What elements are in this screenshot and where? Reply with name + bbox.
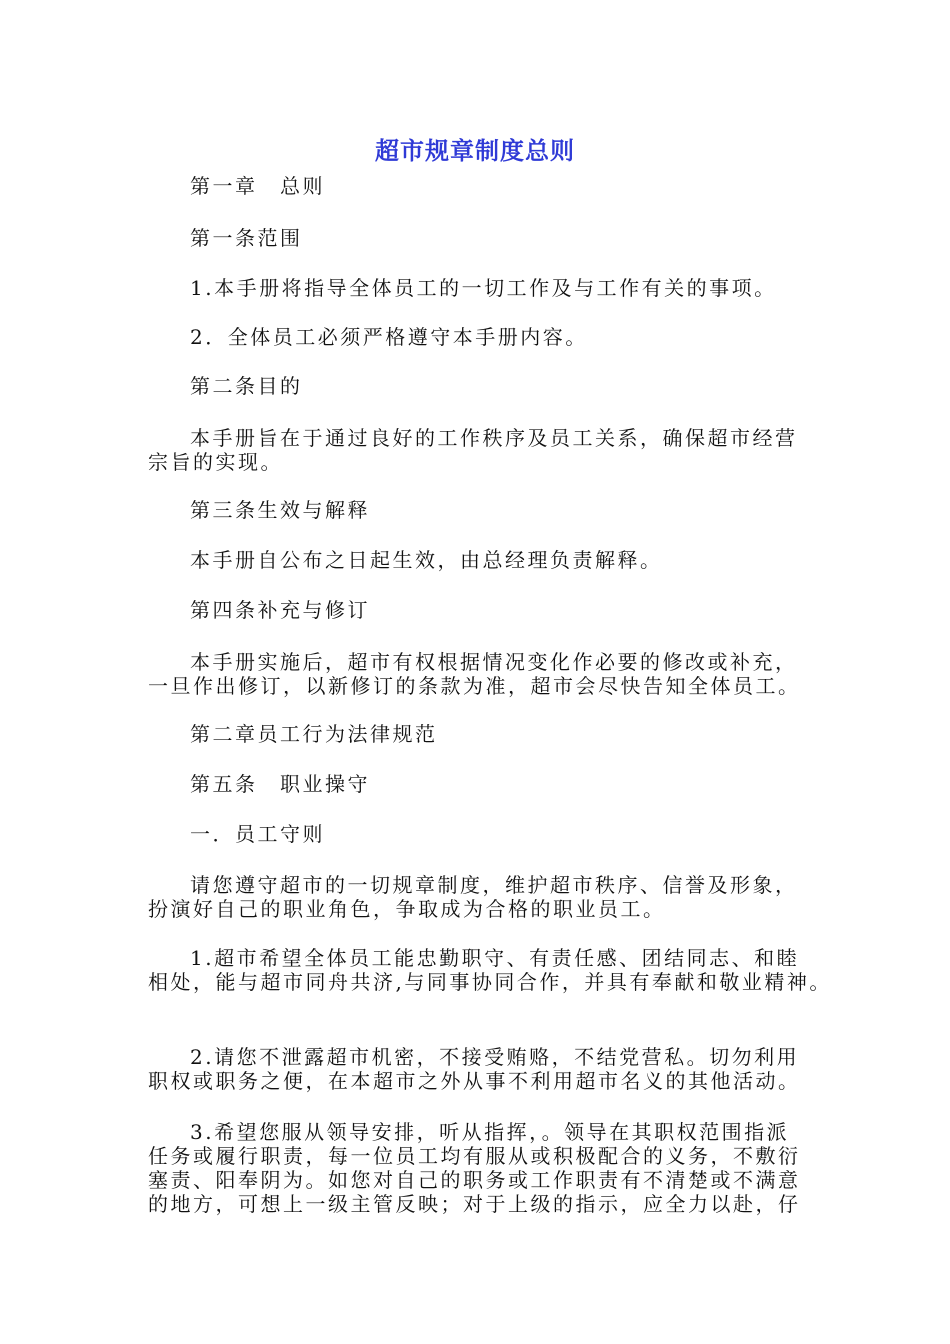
paragraph — [148, 426, 808, 474]
paragraph — [148, 946, 832, 994]
paragraph-line: 3.希望您服从领导安排，听从指挥，。领导在其职权范围指派 — [190, 1120, 790, 1144]
paragraph-line: 本手册旨在于通过良好的工作秩序及员工关系，确保超市经营 — [190, 426, 798, 450]
paragraph — [148, 873, 808, 921]
paragraph-line: 请您遵守超市的一切规章制度，维护超市秩序、信誉及形象， — [190, 873, 798, 897]
paragraph-line: 2.请您不泄露超市机密，不接受贿赂，不结党营私。切勿利用 — [190, 1045, 800, 1069]
article-heading: 第四条补充与修订 — [190, 598, 370, 622]
article-heading: 第五条 职业操守 — [190, 772, 370, 796]
paragraph — [148, 1045, 808, 1093]
paragraph — [148, 1120, 808, 1216]
paragraph — [148, 650, 808, 698]
paragraph-line: 塞责、阳奉阴为。如您对自己的职务或工作职责有不清楚或不满意 — [148, 1168, 801, 1192]
paragraph-line: 1.超市希望全体员工能忠勤职守、有责任感、团结同志、和睦 — [190, 946, 800, 970]
paragraph-line: 扮演好自己的职业角色，争取成为合格的职业员工。 — [148, 897, 666, 921]
chapter-heading: 第一章 总则 — [190, 174, 325, 198]
paragraph-line: 的地方，可想上一级主管反映；对于上级的指示，应全力以赴，仔 — [148, 1192, 801, 1216]
document-title: 超市规章制度总则 — [375, 137, 575, 165]
paragraph-line: 职权或职务之便，在本超市之外从事不利用超市名义的其他活动。 — [148, 1069, 801, 1093]
section-heading: 一．员工守则 — [190, 822, 325, 846]
paragraph-line: 本手册实施后，超市有权根据情况变化作必要的修改或补充， — [190, 650, 798, 674]
paragraph-line: 任务或履行职责，每一位员工均有服从或积极配合的义务，不敷衍 — [148, 1144, 801, 1168]
article-heading: 第二条目的 — [190, 374, 303, 398]
article-heading: 第一条范围 — [190, 226, 303, 250]
paragraph-line: 相处，能与超市同舟共济,与同事协同合作，并具有奉献和敬业精神。 — [148, 970, 832, 994]
chapter-heading: 第二章员工行为法律规范 — [190, 722, 438, 746]
list-item: 2．全体员工必须严格遵守本手册内容。 — [190, 325, 588, 349]
list-item: 1.本手册将指导全体员工的一切工作及与工作有关的事项。 — [190, 276, 777, 300]
body-text: 本手册自公布之日起生效，由总经理负责解释。 — [190, 548, 663, 572]
paragraph-line: 宗旨的实现。 — [148, 450, 283, 474]
article-heading: 第三条生效与解释 — [190, 498, 370, 522]
paragraph-line: 一旦作出修订，以新修订的条款为准，超市会尽快告知全体员工。 — [148, 674, 801, 698]
